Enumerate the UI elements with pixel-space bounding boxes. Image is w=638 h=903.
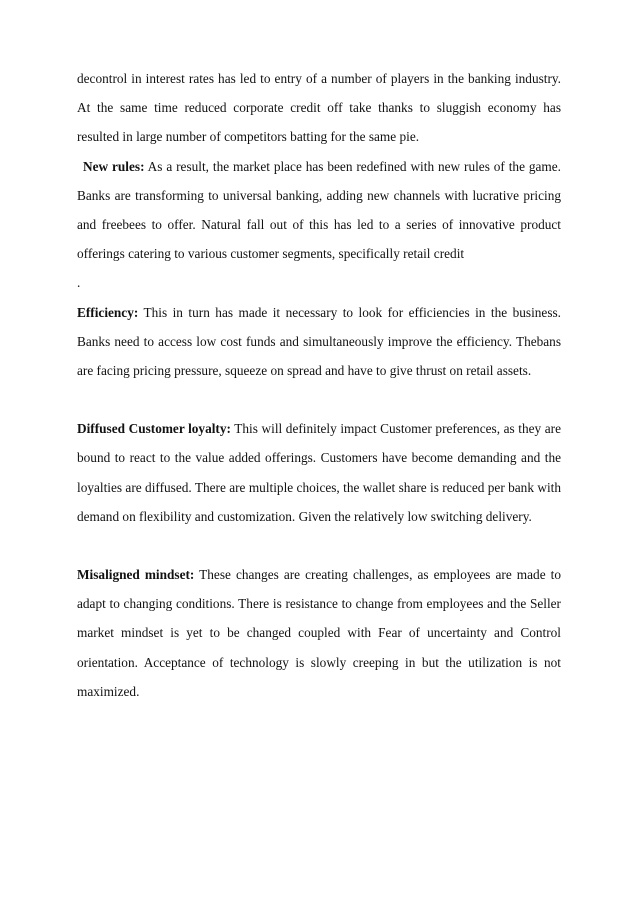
- heading-efficiency: Efficiency:: [77, 304, 139, 320]
- paragraph-efficiency: [77, 298, 561, 386]
- paragraph-misaligned: [77, 560, 561, 706]
- trailing-period: .: [77, 275, 81, 291]
- text-misaligned: These changes are creating challenges, as employees are made to adapt to changing conditions. There is resistance to change from employees and the Seller market mindset is yet to be changed coupled with Fear of uncertainty and Control orientation. Acceptance of technology is slowly creeping in but the utilization is not maximized.: [77, 567, 561, 699]
- heading-diffused: Diffused Customer loyalty:: [77, 421, 231, 437]
- paragraph-new-rules: [77, 152, 561, 269]
- text-diffused: This will definitely impact Customer preferences, as they are bound to react to the value added offerings. Customers have become demanding and the loyalties are diffused. There are multiple choices, the wallet share is reduced per bank with demand on flexibility and customization. Given the relatively low switching delivery.: [77, 421, 561, 524]
- paragraph-intro: decontrol in interest rates has led to entry of a number of players in the banking industry. At the same time reduced corporate credit off take thanks to sluggish economy has resulted in large number of competitors batting for the same pie.: [77, 71, 561, 145]
- heading-new-rules: New rules:: [83, 158, 145, 174]
- heading-misaligned: Misaligned mindset:: [77, 567, 195, 583]
- text-new-rules: As a result, the market place has been redefined with new rules of the game. Banks are transforming to universal banking, adding new channels with lucrative pricing and freebees to offer. Natural fall out of this has led to a series of innovative product offerings catering to various customer segments, specifically retail credit: [77, 158, 561, 262]
- text-efficiency: This in turn has made it necessary to look for efficiencies in the business. Banks need to access low cost funds and simultaneously improve the efficiency. Thebans are facing pricing pressure, squeeze on spread and have to give thrust on retail assets.: [77, 304, 561, 379]
- document-body: [77, 64, 561, 706]
- paragraph-gap: [77, 385, 561, 414]
- paragraph-diffused: [77, 414, 561, 531]
- paragraph-gap: [77, 531, 561, 560]
